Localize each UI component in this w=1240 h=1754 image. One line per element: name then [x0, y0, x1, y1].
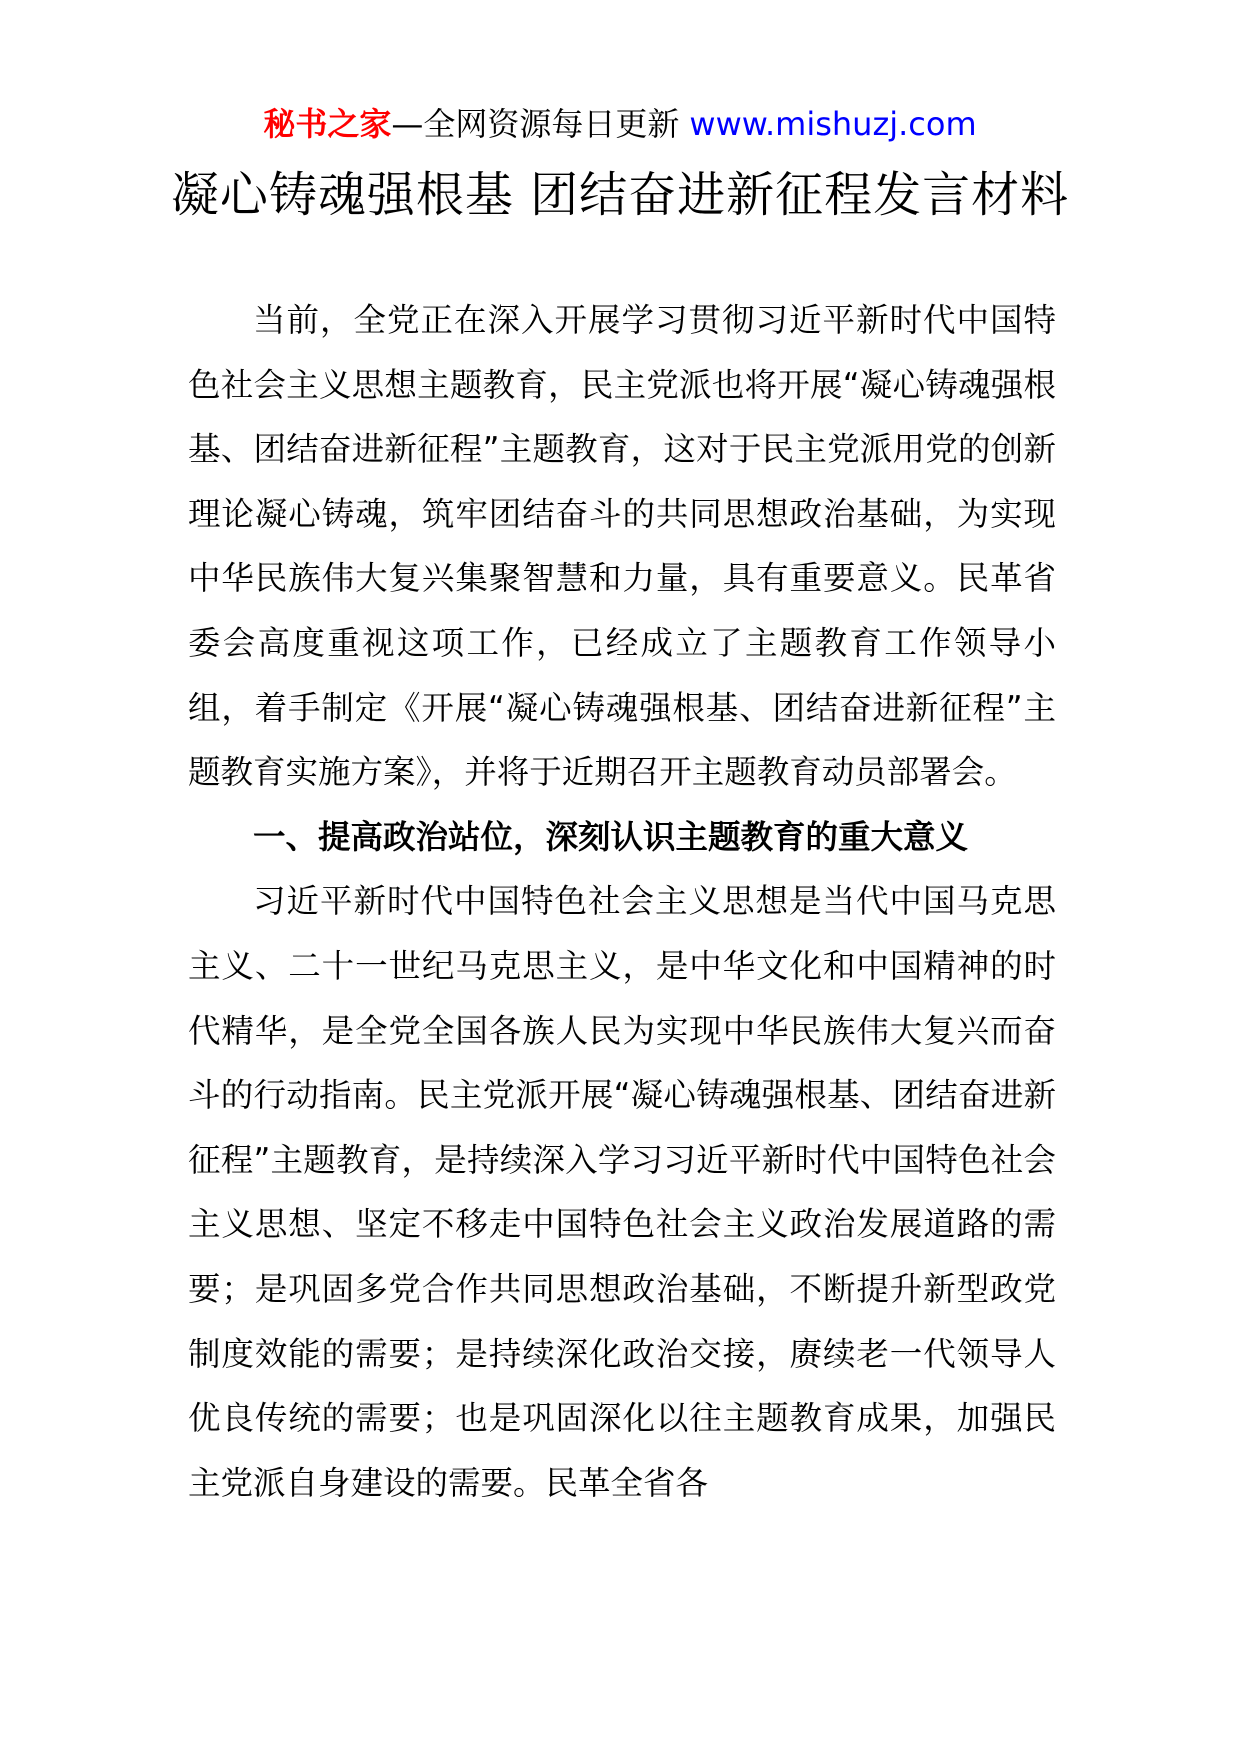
site-header [0, 100, 1240, 148]
paragraph-section-1: 习近平新时代中国特色社会主义思想是当代中国马克思主义、二十一世纪马克思主义，是中华文化和中国精神的时代精华，是全党全国各族人民为实现中华民族伟大复兴而奋斗的行动指南。民主党派开展“凝心铸魂强根基、团结奋进新征程”主题教育，是持续深入学习习近平新时代中国特色社会主义思想、坚定不移走中国特色社会主义政治发展道路的需要；是巩固多党合作共同思想政治基础，不断提升新型政党制度效能的需要；是持续深化政治交接，赓续老一代领导人优良传统的需要；也是巩固深化以往主题教育成果，加强民主党派自身建设的需要。民革全省各 [188, 882, 1056, 1502]
section-heading-1: 一、提高政治站位，深刻认识主题教育的重大意义 [253, 817, 969, 856]
paragraph-intro: 当前，全党正在深入开展学习贯彻习近平新时代中国特色社会主义思想主题教育，民主党派也将开展“凝心铸魂强根基、团结奋进新征程”主题教育，这对于民主党派用党的创新理论凝心铸魂，筑牢团结奋斗的共同思想政治基础，为实现中华民族伟大复兴集聚智慧和力量，具有重要意义。民革省委会高度重视这项工作，已经成立了主题教育工作领导小组，着手制定《开展“凝心铸魂强根基、团结奋进新征程”主题教育实施方案》，并将于近期召开主题教育动员部署会。 [188, 301, 1056, 792]
document-body [188, 288, 1056, 1515]
site-brand: 秘书之家 [263, 105, 392, 143]
site-url-link[interactable]: www.mishuzj.com [689, 105, 977, 143]
site-tagline: —全网资源每日更新 [391, 105, 680, 143]
document-title: 凝心铸魂强根基 团结奋进新征程发言材料 [170, 167, 1070, 223]
